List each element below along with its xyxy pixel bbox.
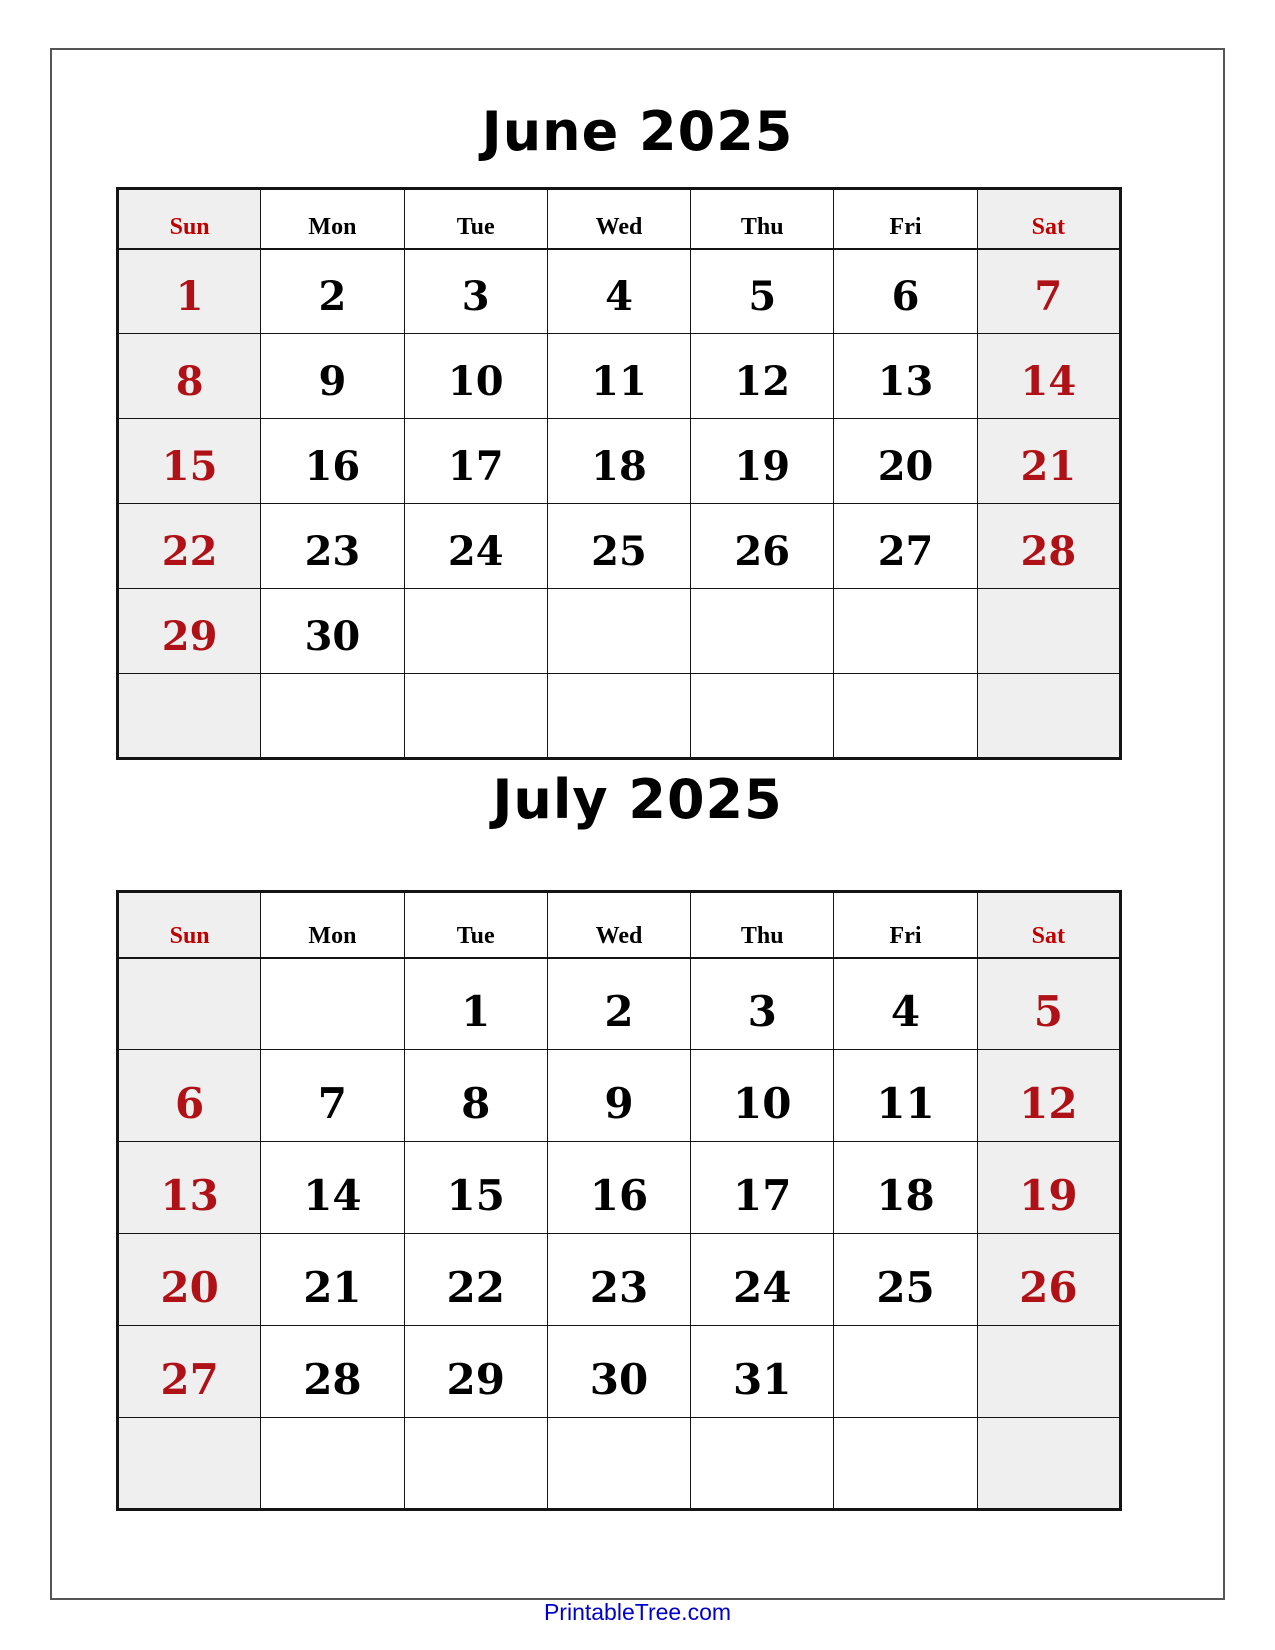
date-cell-29: 29 [404, 1326, 547, 1418]
date-cell-22: 22 [118, 504, 261, 589]
date-cell-empty [404, 674, 547, 759]
date-cell-14: 14 [261, 1142, 404, 1234]
day-header-row [118, 189, 1121, 249]
date-cell-28: 28 [977, 504, 1120, 589]
date-cell-1: 1 [118, 249, 261, 334]
date-cell-27: 27 [834, 504, 977, 589]
day-header-thu: Thu [691, 892, 834, 958]
day-header-sat: Sat [977, 189, 1120, 249]
date-cell-16: 16 [261, 419, 404, 504]
june-calendar-title: June 2025 [481, 100, 794, 163]
footer-site-link[interactable]: PrintableTree.com [543, 1599, 732, 1625]
day-header-sun: Sun [118, 189, 261, 249]
date-cell-20: 20 [118, 1234, 261, 1326]
date-cell-11: 11 [547, 334, 690, 419]
week-row [118, 1050, 1121, 1142]
date-cell-27: 27 [118, 1326, 261, 1418]
date-cell-empty [404, 589, 547, 674]
date-cell-11: 11 [834, 1050, 977, 1142]
week-row [118, 1234, 1121, 1326]
date-cell-25: 25 [547, 504, 690, 589]
date-cell-30: 30 [261, 589, 404, 674]
date-cell-empty [547, 589, 690, 674]
day-header-row [118, 892, 1121, 958]
week-row [118, 249, 1121, 334]
date-cell-empty [977, 589, 1120, 674]
date-cell-7: 7 [977, 249, 1120, 334]
day-header-sun: Sun [118, 892, 261, 958]
date-cell-9: 9 [547, 1050, 690, 1142]
date-cell-8: 8 [404, 1050, 547, 1142]
date-cell-18: 18 [834, 1142, 977, 1234]
july-calendar-title: July 2025 [492, 768, 783, 831]
date-cell-28: 28 [261, 1326, 404, 1418]
date-cell-6: 6 [118, 1050, 261, 1142]
date-cell-31: 31 [691, 1326, 834, 1418]
date-cell-empty [977, 1326, 1120, 1418]
week-row [118, 504, 1121, 589]
day-header-mon: Mon [261, 892, 404, 958]
date-cell-15: 15 [118, 419, 261, 504]
date-cell-empty [547, 1418, 690, 1510]
date-cell-1: 1 [404, 958, 547, 1050]
week-row [118, 1326, 1121, 1418]
day-header-thu: Thu [691, 189, 834, 249]
week-row [118, 1142, 1121, 1234]
date-cell-25: 25 [834, 1234, 977, 1326]
day-header-tue: Tue [404, 189, 547, 249]
june-calendar-table [116, 187, 1122, 760]
date-cell-empty [977, 1418, 1120, 1510]
date-cell-23: 23 [261, 504, 404, 589]
week-row [118, 589, 1121, 674]
date-cell-empty [834, 674, 977, 759]
day-header-sat: Sat [977, 892, 1120, 958]
date-cell-23: 23 [547, 1234, 690, 1326]
date-cell-30: 30 [547, 1326, 690, 1418]
date-cell-empty [977, 674, 1120, 759]
date-cell-18: 18 [547, 419, 690, 504]
day-header-mon: Mon [261, 189, 404, 249]
date-cell-13: 13 [834, 334, 977, 419]
date-cell-empty [118, 1418, 261, 1510]
date-cell-empty [261, 958, 404, 1050]
date-cell-24: 24 [691, 1234, 834, 1326]
date-cell-6: 6 [834, 249, 977, 334]
date-cell-4: 4 [834, 958, 977, 1050]
date-cell-17: 17 [404, 419, 547, 504]
day-header-wed: Wed [547, 892, 690, 958]
july-calendar-table [116, 890, 1122, 1511]
date-cell-22: 22 [404, 1234, 547, 1326]
date-cell-3: 3 [404, 249, 547, 334]
date-cell-16: 16 [547, 1142, 690, 1234]
date-cell-12: 12 [977, 1050, 1120, 1142]
date-cell-empty [261, 674, 404, 759]
day-header-tue: Tue [404, 892, 547, 958]
date-cell-19: 19 [977, 1142, 1120, 1234]
footer [0, 1599, 1275, 1626]
date-cell-9: 9 [261, 334, 404, 419]
date-cell-19: 19 [691, 419, 834, 504]
date-cell-3: 3 [691, 958, 834, 1050]
week-row [118, 419, 1121, 504]
date-cell-10: 10 [404, 334, 547, 419]
date-cell-empty [547, 674, 690, 759]
date-cell-14: 14 [977, 334, 1120, 419]
date-cell-5: 5 [691, 249, 834, 334]
date-cell-12: 12 [691, 334, 834, 419]
date-cell-empty [404, 1418, 547, 1510]
date-cell-13: 13 [118, 1142, 261, 1234]
week-row [118, 334, 1121, 419]
day-header-fri: Fri [834, 189, 977, 249]
date-cell-15: 15 [404, 1142, 547, 1234]
date-cell-21: 21 [977, 419, 1120, 504]
week-row [118, 674, 1121, 759]
date-cell-empty [834, 589, 977, 674]
date-cell-empty [691, 589, 834, 674]
date-cell-10: 10 [691, 1050, 834, 1142]
date-cell-29: 29 [118, 589, 261, 674]
date-cell-2: 2 [261, 249, 404, 334]
day-header-wed: Wed [547, 189, 690, 249]
date-cell-empty [834, 1326, 977, 1418]
date-cell-2: 2 [547, 958, 690, 1050]
date-cell-21: 21 [261, 1234, 404, 1326]
week-row [118, 1418, 1121, 1510]
day-header-fri: Fri [834, 892, 977, 958]
date-cell-7: 7 [261, 1050, 404, 1142]
week-row [118, 958, 1121, 1050]
date-cell-4: 4 [547, 249, 690, 334]
date-cell-empty [691, 1418, 834, 1510]
date-cell-17: 17 [691, 1142, 834, 1234]
date-cell-empty [261, 1418, 404, 1510]
date-cell-20: 20 [834, 419, 977, 504]
date-cell-empty [691, 674, 834, 759]
date-cell-8: 8 [118, 334, 261, 419]
date-cell-24: 24 [404, 504, 547, 589]
date-cell-5: 5 [977, 958, 1120, 1050]
date-cell-26: 26 [977, 1234, 1120, 1326]
date-cell-26: 26 [691, 504, 834, 589]
date-cell-empty [118, 674, 261, 759]
date-cell-empty [118, 958, 261, 1050]
date-cell-empty [834, 1418, 977, 1510]
